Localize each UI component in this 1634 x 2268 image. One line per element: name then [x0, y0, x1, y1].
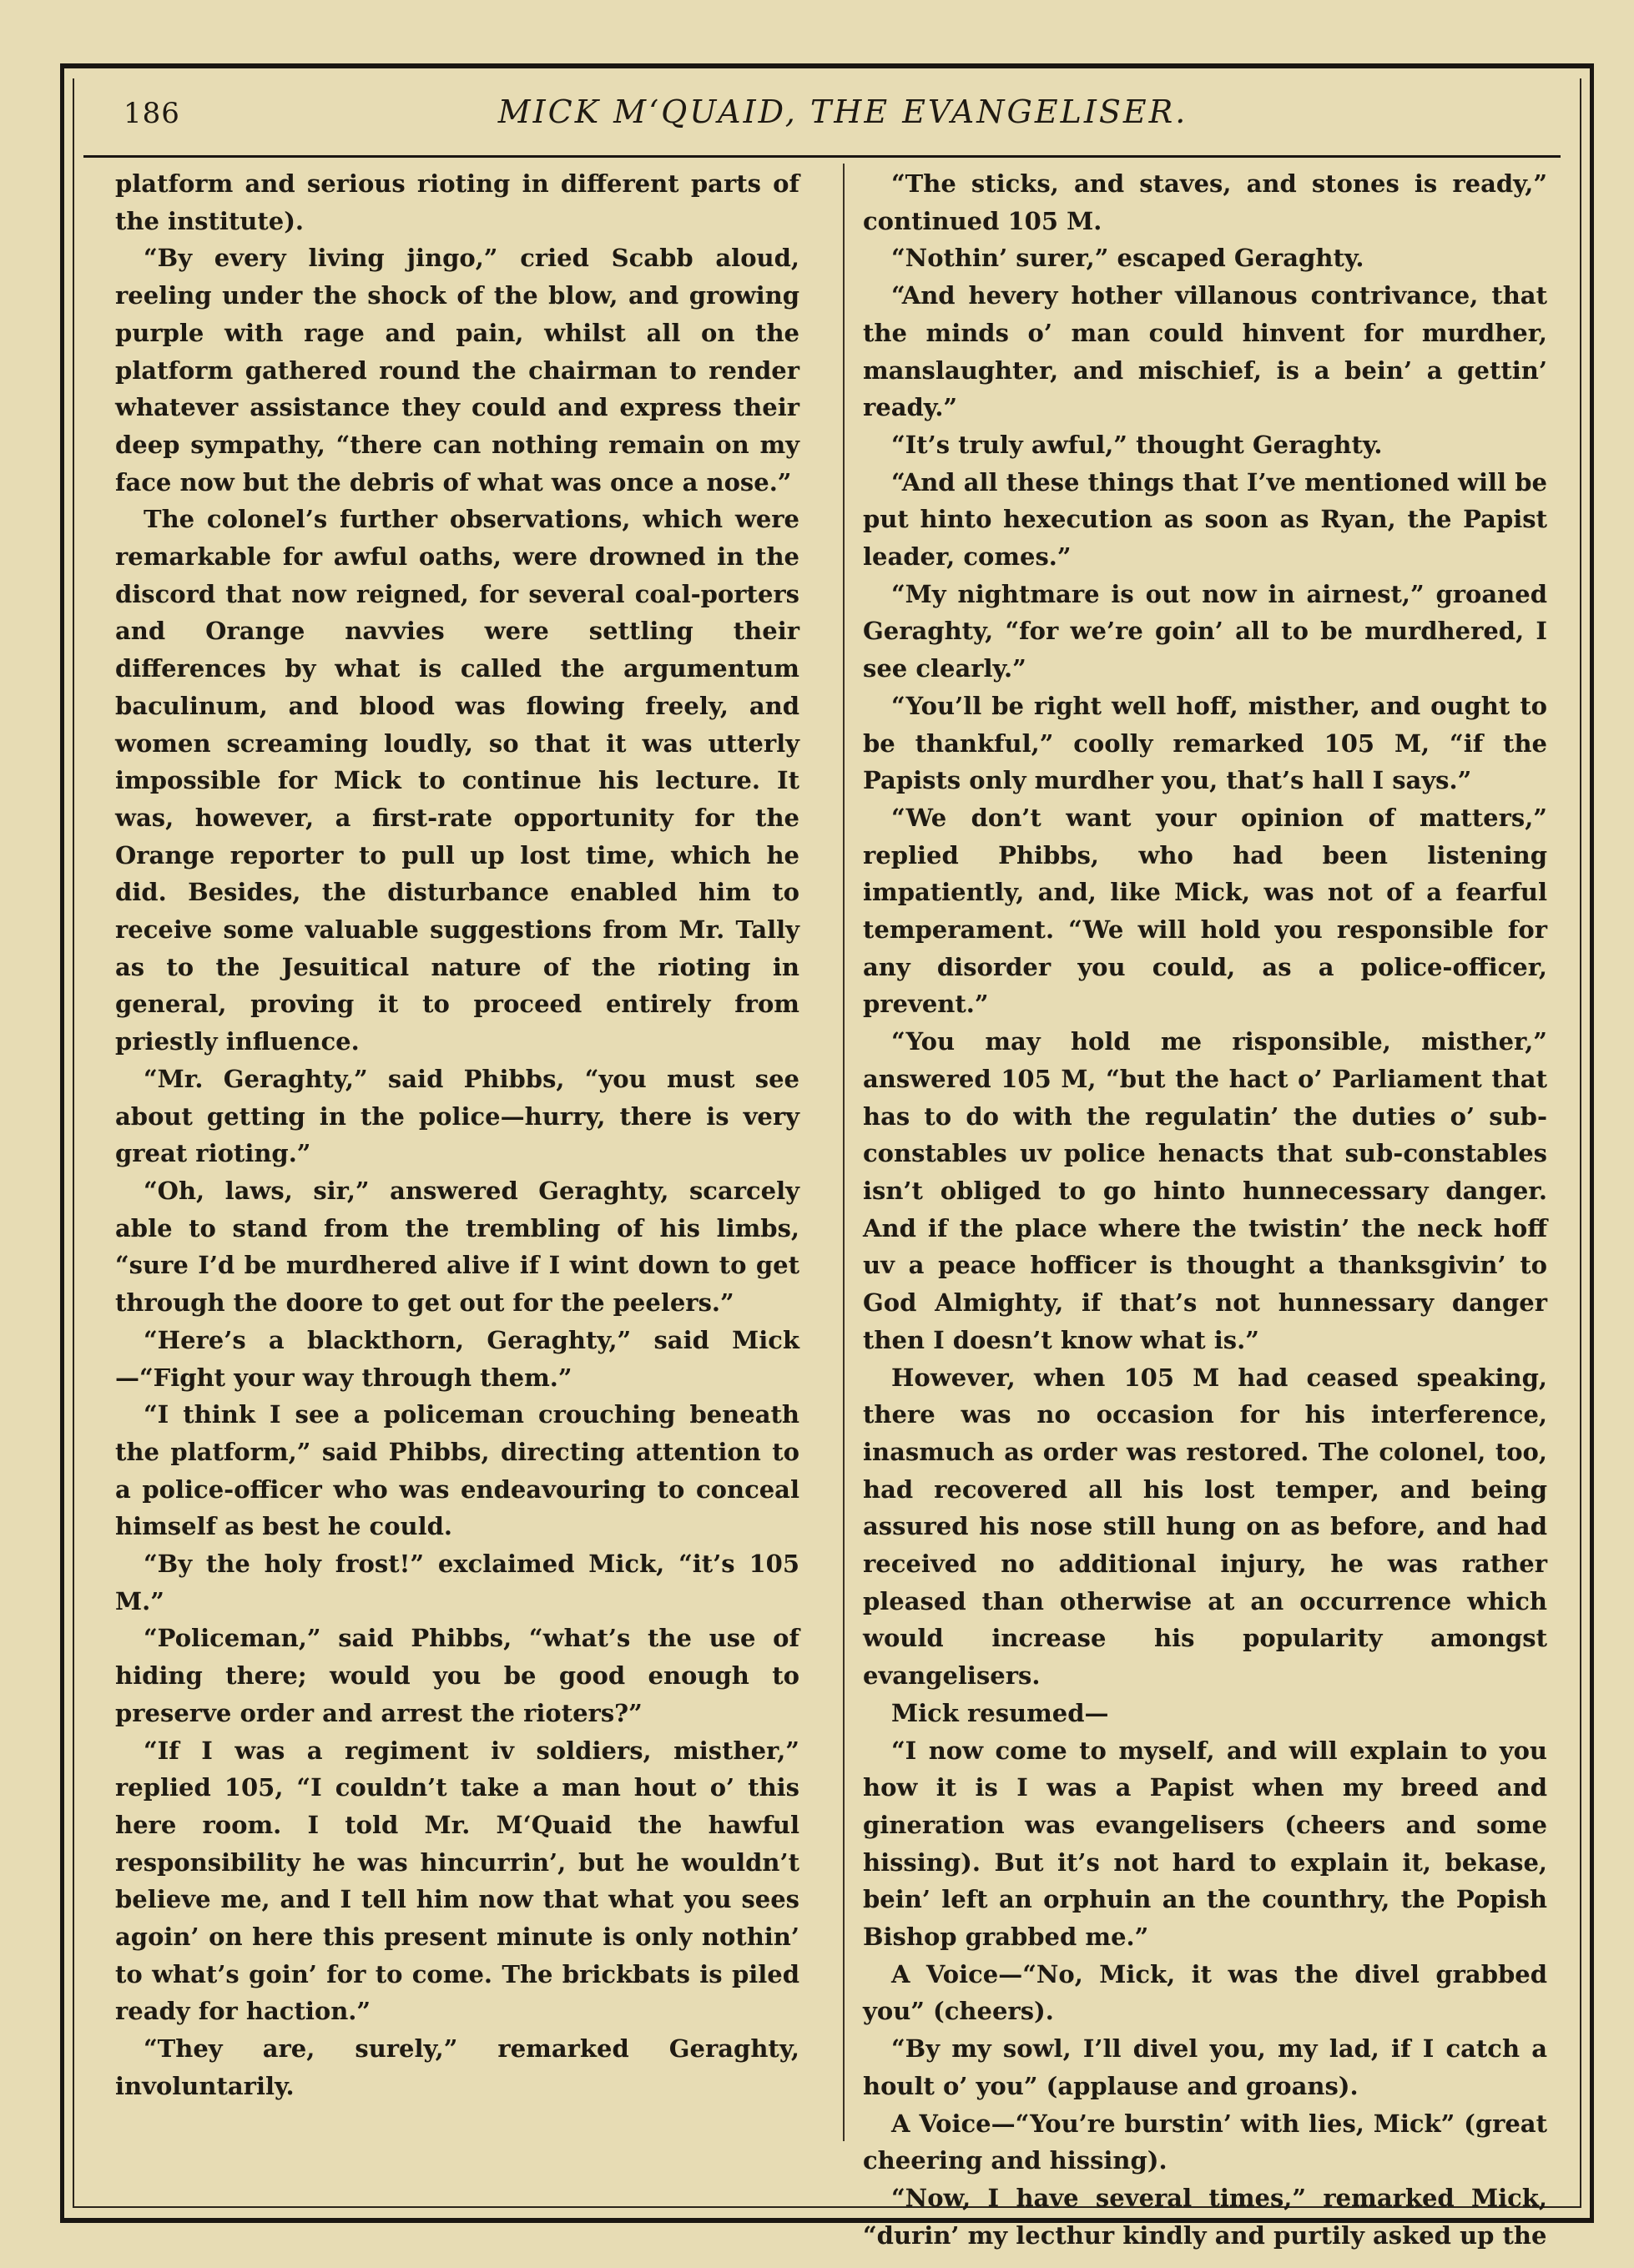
paragraph: “And hevery hother villanous contrivance, that the minds o’ man could hinvent for murdher, manslaughter, and mischief, is a bein’ a gettin’ ready.” — [863, 281, 1547, 422]
paragraph: “If I was a regiment iv soldiers, misther,” replied 105, “I couldn’t take a man hout o’ this here room. I told Mr. M‘Quaid the hawful responsibility he was hincurrin’, but he wouldn’t believe me, and I tell him now that what you sees agoin’ on here this present minute is only nothin’ to what’s goin’ for to come. The brickbats is piled ready for haction.” — [115, 1736, 799, 2026]
paragraph: “You’ll be right well hoff, misther, and ought to be thankful,” coolly remarked 105 M, “if the Papists only murdher you, that’s hall I says.” — [863, 691, 1547, 795]
paragraph: “My nightmare is out now in airnest,” groaned Geraghty, “for we’re goin’ all to be murdhered, I see clearly.” — [863, 579, 1547, 683]
paragraph: “Now, I have several times,” remarked Mick, “durin’ my lecthur kindly and purtily asked up the — [863, 2183, 1547, 2250]
paragraph: “We don’t want your opinion of matters,” replied Phibbs, who had been listening impatiently, and, like Mick, was not of a fearful temperament. “We will hold you responsible for any disorder you could, as a police-officer, prevent.” — [863, 803, 1547, 1019]
paragraph: “The sticks, and staves, and stones is ready,” continued 105 M. — [863, 169, 1547, 235]
paragraph: “By every living jingo,” cried Scabb aloud, reeling under the shock of the blow, and growing purple with rage and pain, whilst all on the platform gathered round the chairman to render whatever assistance they could and express their deep sympathy, “there can nothing remain on my face now but the debris of what was once a nose.” — [115, 244, 799, 496]
paragraph: “I now come to myself, and will explain to you how it is I was a Papist when my breed and gineration was evangelisers (cheers and some hissing). But it’s not hard to explain it, bekase, bein’ left an orphuin an the counthry, the Popish Bishop grabbed me.” — [863, 1736, 1547, 1952]
paragraph: “By my sowl, I’ll divel you, my lad, if I catch a hoult o’ you” (applause and groans). — [863, 2034, 1547, 2100]
paragraph: “It’s truly awful,” thought Geraghty. — [891, 430, 1383, 459]
paragraph: The colonel’s further observations, which were remarkable for awful oaths, were drowned in the discord that now reigned, for several coal-porters and Orange navvies were settling their differences by what is called the argumentum baculinum, and blood was flowing freely, and women screaming loudly, so that it was utterly impossible for Mick to continue his lecture. It was, however, a first-rate opportunity for the Orange reporter to pull up lost time, which he did. Besides, the disturbance enabled him to receive some valuable suggestions from Mr. Tally as to the Jesuitical nature of the rioting in general, proving it to proceed entirely from priestly influence. — [115, 505, 799, 1056]
paragraph: “Nothin’ surer,” escaped Geraghty. — [891, 244, 1364, 273]
paragraph: “Mr. Geraghty,” said Phibbs, “you must see about getting in the police—hurry, there is very great rioting.” — [115, 1064, 799, 1168]
paragraph: “They are, surely,” remarked Geraghty, involuntarily. — [115, 2034, 799, 2100]
header-rule — [83, 155, 1561, 158]
left-column — [115, 165, 799, 2105]
paragraph: “You may hold me risponsible, misther,” answered 105 M, “but the hact o’ Parliament that has to do with the regulatin’ the duties o’ sub-constables uv police henacts that sub-constables isn’t obliged to go hinto hunnecessary danger. And if the place where the twistin’ the neck hoff uv a peace hofficer is thought a thanksgivin’ to God Almighty, if that’s not hunnessary danger then I doesn’t know what is.” — [863, 1027, 1547, 1354]
paragraph: “I think I see a policeman crouching beneath the platform,” said Phibbs, directing attention to a police-officer who was endeavouring to conceal himself as best he could. — [115, 1400, 799, 1541]
right-column — [863, 165, 1547, 2254]
column-divider — [843, 164, 845, 2141]
paragraph: platform and serious rioting in different parts of the institute). — [115, 169, 799, 235]
paragraph: However, when 105 M had ceased speaking, there was no occasion for his interference, inasmuch as order was restored. The colonel, too, had recovered all his lost temper, and being assured his nose still hung on as before, and had received no additional injury, he was rather pleased than otherwise at an occurrence which would increase his popularity amongst evangelisers. — [863, 1363, 1547, 1691]
paragraph: “Oh, laws, sir,” answered Geraghty, scarcely able to stand from the trembling of his limbs, “sure I’d be murdhered alive if I wint down to get through the doore to get out for the peelers.” — [115, 1176, 799, 1318]
paragraph: “Here’s a blackthorn, Geraghty,” said Mick—“Fight your way through them.” — [115, 1325, 799, 1392]
paragraph: A Voice—“You’re burstin’ with lies, Mick” (great cheering and hissing). — [863, 2109, 1547, 2175]
paragraph: “By the holy frost!” exclaimed Mick, “it’s 105 M.” — [115, 1550, 799, 1615]
page-number: 186 — [124, 97, 180, 130]
running-title: MICK M‘QUAID, THE EVANGELISER. — [497, 93, 1188, 130]
paragraph: “And all these things that I’ve mentioned will be put hinto hexecution as soon as Ryan, the Papist leader, comes.” — [863, 467, 1547, 572]
paragraph: A Voice—“No, Mick, it was the divel grabbed you” (cheers). — [863, 1959, 1547, 2026]
paragraph: “Policeman,” said Phibbs, “what’s the use of hiding there; would you be good enough to preserve order and arrest the rioters?” — [115, 1624, 799, 1727]
paragraph: Mick resumed— — [891, 1698, 1109, 1727]
